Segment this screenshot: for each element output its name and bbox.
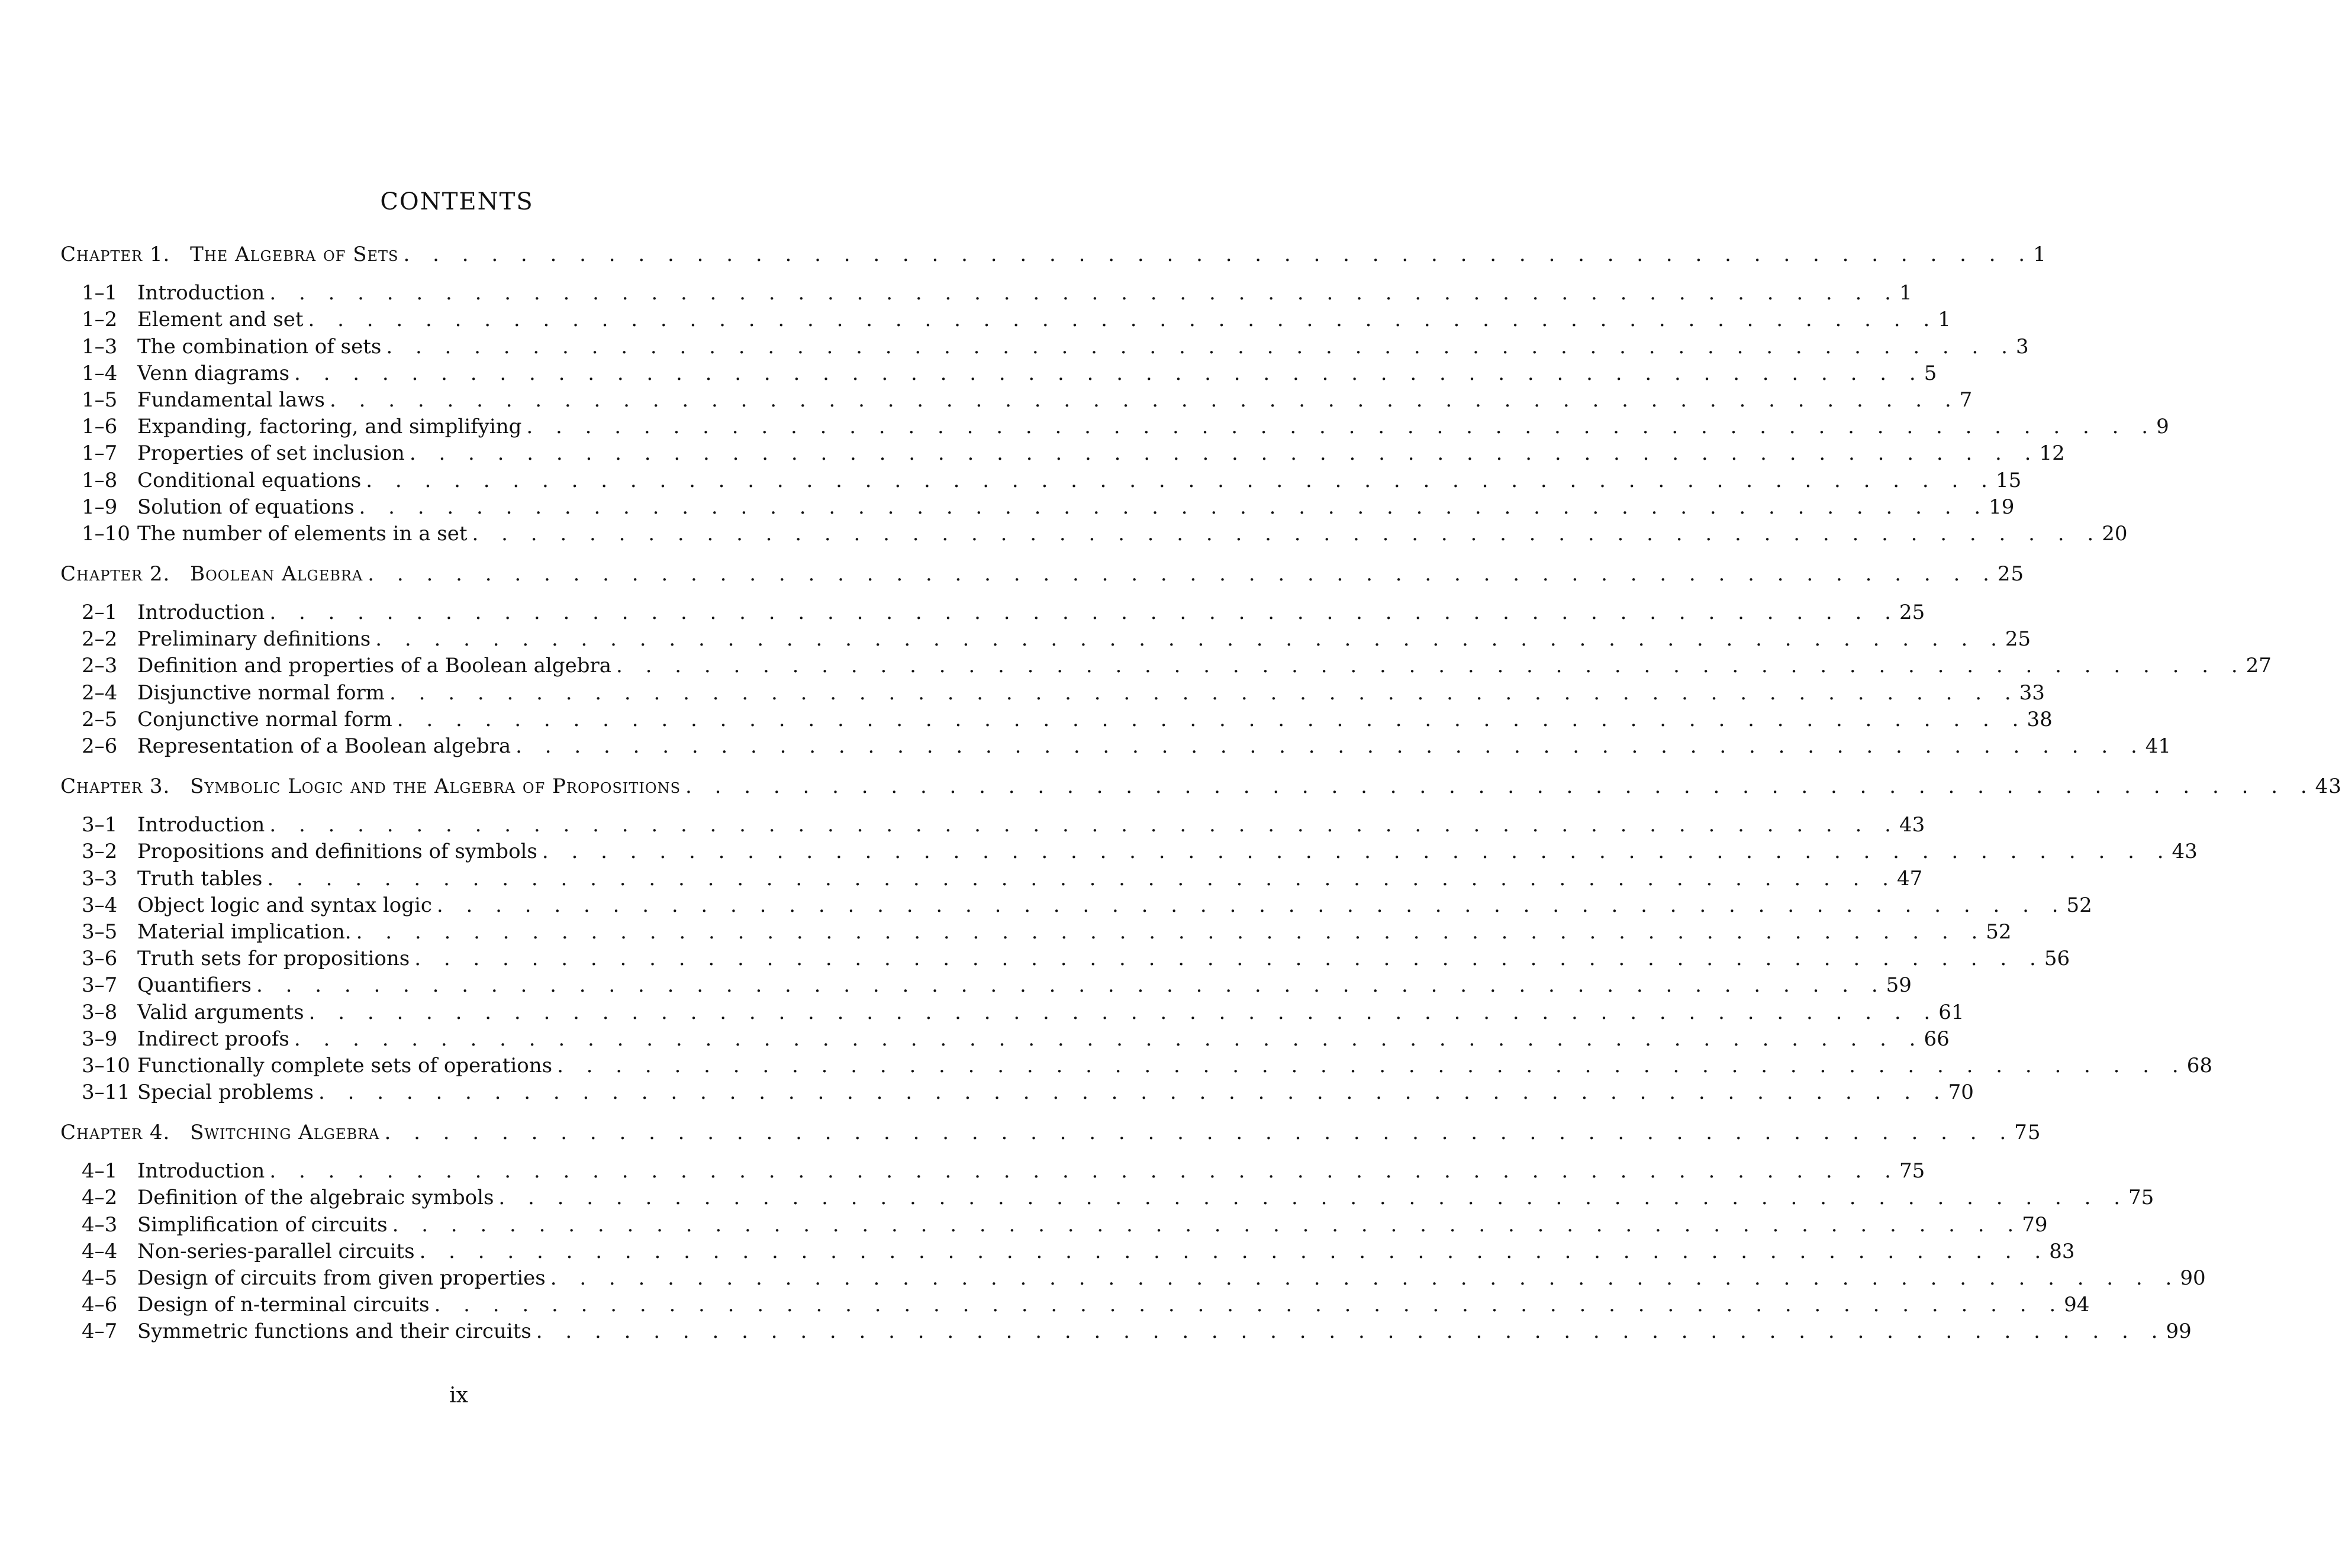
section-title: Valid arguments <box>137 1000 304 1024</box>
section-number: 1–6 <box>82 415 118 439</box>
section-page: 75 <box>1899 1159 1925 1183</box>
section-page: 79 <box>2022 1212 2048 1237</box>
section-entry[interactable] <box>60 278 1912 305</box>
dot-leader: . . . . . . . . . . . . . . . . . . . . . . . . . . . . . . . . . . . . . . . . . . . . . . . . . . . . . . . . <box>419 1239 2050 1263</box>
section-entry[interactable] <box>60 598 1925 625</box>
section-entry[interactable] <box>60 492 2015 519</box>
section-number: 2–6 <box>82 734 118 758</box>
section-title: Symmetric functions and their circuits <box>137 1319 531 1344</box>
section-list <box>60 810 2212 1105</box>
dot-leader: . . . . . . . . . . . . . . . . . . . . . . . . . . . . . . . . . . . . . . . . . . . . . . . . . . . . . . . . <box>434 1293 2064 1317</box>
dot-leader: . . . . . . . . . . . . . . . . . . . . . . . . . . . . . . . . . . . . . . . . . . . . . . . . . . . . . . . . <box>269 281 1899 305</box>
section-title: Non-series-parallel circuits <box>137 1239 415 1263</box>
section-entry[interactable] <box>60 651 2272 678</box>
chapter-page: 75 <box>2014 1121 2041 1145</box>
section-entry[interactable] <box>60 810 1925 837</box>
section-entry[interactable] <box>60 1183 2154 1210</box>
contents-page <box>60 188 2342 1348</box>
section-page: 33 <box>2019 680 2045 705</box>
section-title: Material implication. <box>137 919 352 944</box>
section-page: 61 <box>1938 1000 1964 1024</box>
dot-leader: . . . . . . . . . . . . . . . . . . . . . . . . . . . . . . . . . . . . . . . . . . . . . . . . . . . . . . . . <box>389 680 2019 705</box>
section-page: 41 <box>2145 734 2172 758</box>
section-number: 3–3 <box>82 866 118 891</box>
dot-leader: . . . . . . . . . . . . . . . . . . . . . . . . . . . . . . . . . . . . . . . . . . . . . . . . . . . . . . . . <box>294 1027 1924 1051</box>
section-number: 1–8 <box>82 468 118 492</box>
section-page: 38 <box>2027 707 2053 731</box>
section-number: 2–5 <box>82 707 118 731</box>
section-title: Truth tables <box>137 866 263 891</box>
section-title: Conjunctive normal form <box>137 707 392 731</box>
section-title: Object logic and syntax logic <box>137 893 432 917</box>
section-page: 90 <box>2180 1266 2206 1290</box>
section-list <box>60 278 2169 546</box>
section-page: 52 <box>1986 919 2012 944</box>
section-entry[interactable] <box>60 465 2022 492</box>
section-number: 1–10 <box>82 521 130 546</box>
dot-leader: . . . . . . . . . . . . . . . . . . . . . . . . . . . . . . . . . . . . . . . . . . . . . . . . . . . . . . . . <box>526 415 2157 439</box>
section-entry[interactable] <box>60 891 2092 917</box>
dot-leader: . . . . . . . . . . . . . . . . . . . . . . . . . . . . . . . . . . . . . . . . . . . . . . . . . . . . . . . . <box>356 919 1986 944</box>
dot-leader: . . . . . . . . . . . . . . . . . . . . . . . . . . . . . . . . . . . . . . . . . . . . . . . . . . . . . . . . <box>269 813 1899 837</box>
section-number: 3–8 <box>82 1000 118 1024</box>
section-page: 1 <box>1938 308 1951 332</box>
chapter-page: 25 <box>1997 562 2025 586</box>
chapter-label: Chapter 3. <box>60 775 170 798</box>
chapter-title: Boolean Algebra <box>190 562 363 586</box>
section-entry[interactable] <box>60 705 2053 731</box>
section-entry[interactable] <box>60 438 2065 466</box>
section-number: 3–10 <box>82 1053 130 1077</box>
section-title: Introduction <box>137 601 265 625</box>
section-list <box>60 1156 2206 1344</box>
section-number: 4–5 <box>82 1266 118 1290</box>
section-number: 4–2 <box>82 1186 118 1210</box>
dot-leader: . . . . . . . . . . . . . . . . . . . . . . . . . . . . . . . . . . . . . . . . . . . . . . . . . . . . . . . . <box>550 1266 2180 1290</box>
dot-leader: . . . . . . . . . . . . . . . . . . . . . . . . . . . . . . . . . . . . . . . . . . . . . . . . . . . . . . . . <box>414 947 2044 971</box>
section-page: 20 <box>2102 521 2128 546</box>
section-page: 99 <box>2166 1319 2192 1344</box>
section-number: 4–3 <box>82 1212 118 1237</box>
dot-leader: . . . . . . . . . . . . . . . . . . . . . . . . . . . . . . . . . . . . . . . . . . . . . . . . . . . . . . . . <box>616 654 2246 678</box>
dot-leader: . . . . . . . . . . . . . . . . . . . . . . . . . . . . . . . . . . . . . . . . . . . . . . . . . . . . . . . . <box>269 601 1899 625</box>
section-entry[interactable] <box>60 1024 1950 1051</box>
page-number: ix <box>449 1383 468 1408</box>
section-title: Expanding, factoring, and simplifying <box>137 415 522 439</box>
chapter-heading[interactable] <box>60 239 2047 266</box>
section-page: 47 <box>1897 866 1923 891</box>
section-entry[interactable] <box>60 1290 2090 1317</box>
dot-leader: . . . . . . . . . . . . . . . . . . . . . . . . . . . . . . . . . . . . . . . . . . . . . . . . . . . . . . . . <box>384 1121 2015 1145</box>
section-title: Definition and properties of a Boolean algebra <box>137 654 611 678</box>
section-title: Special problems <box>137 1080 314 1105</box>
section-title: Properties of set inclusion <box>137 441 405 466</box>
chapter-label: Chapter 4. <box>60 1121 170 1145</box>
section-title: Quantifiers <box>137 973 252 998</box>
section-title: Element and set <box>137 308 304 332</box>
section-title: Indirect proofs <box>137 1027 289 1051</box>
chapter-heading[interactable] <box>60 559 2025 586</box>
chapter-page: 1 <box>2033 243 2047 266</box>
dot-leader: . . . . . . . . . . . . . . . . . . . . . . . . . . . . . . . . . . . . . . . . . . . . . . . . . . . . . . . . <box>330 388 1960 412</box>
section-title: The combination of sets <box>137 334 382 359</box>
section-title: Venn diagrams <box>137 361 290 385</box>
section-entry[interactable] <box>60 970 1912 998</box>
section-entry[interactable] <box>60 359 1937 385</box>
section-number: 3–6 <box>82 947 118 971</box>
chapter-title: The Algebra of Sets <box>190 243 399 266</box>
chapter-label: Chapter 2. <box>60 562 170 586</box>
section-title: Introduction <box>137 281 265 305</box>
dot-leader: . . . . . . . . . . . . . . . . . . . . . . . . . . . . . . . . . . . . . . . . . . . . . . . . . . . . . . . . <box>318 1080 1948 1105</box>
section-entry[interactable] <box>60 997 1964 1024</box>
section-page: 1 <box>1899 281 1912 305</box>
dot-leader: . . . . . . . . . . . . . . . . . . . . . . . . . . . . . . . . . . . . . . . . . . . . . . . . . . . . . . . . <box>397 707 2027 731</box>
chapter-title: Switching Algebra <box>190 1121 380 1145</box>
section-number: 3–5 <box>82 919 118 944</box>
section-entry[interactable] <box>60 412 2169 439</box>
section-page: 9 <box>2156 415 2169 439</box>
section-entry[interactable] <box>60 1156 1925 1183</box>
section-page: 27 <box>2246 654 2272 678</box>
section-number: 1–7 <box>82 441 118 466</box>
section-list <box>60 598 2272 758</box>
section-entry[interactable] <box>60 385 1973 412</box>
dot-leader: . . . . . . . . . . . . . . . . . . . . . . . . . . . . . . . . . . . . . . . . . . . . . . . . . . . . . . . . <box>269 1159 1899 1183</box>
section-title: Simplification of circuits <box>137 1212 388 1237</box>
section-number: 1–3 <box>82 334 118 359</box>
dot-leader: . . . . . . . . . . . . . . . . . . . . . . . . . . . . . . . . . . . . . . . . . . . . . . . . . . . . . . . . <box>366 468 1996 492</box>
chapter-title: Symbolic Logic and the Algebra of Propositions <box>190 775 681 798</box>
section-title: Design of n-terminal circuits <box>137 1293 430 1317</box>
section-title: Solution of equations <box>137 495 355 519</box>
section-entry[interactable] <box>60 519 2128 546</box>
dot-leader: . . . . . . . . . . . . . . . . . . . . . . . . . . . . . . . . . . . . . . . . . . . . . . . . . . . . . . . . <box>557 1053 2187 1077</box>
dot-leader: . . . . . . . . . . . . . . . . . . . . . . . . . . . . . . . . . . . . . . . . . . . . . . . . . . . . . . . . <box>436 893 2067 917</box>
dot-leader: . . . . . . . . . . . . . . . . . . . . . . . . . . . . . . . . . . . . . . . . . . . . . . . . . . . . . . . . <box>359 495 1989 519</box>
dot-leader: . . . . . . . . . . . . . . . . . . . . . . . . . . . . . . . . . . . . . . . . . . . . . . . . . . . . . . . . <box>375 627 2005 651</box>
dot-leader: . . . . . . . . . . . . . . . . . . . . . . . . . . . . . . . . . . . . . . . . . . . . . . . . . . . . . . . . <box>498 1186 2129 1210</box>
section-entry[interactable] <box>60 944 2070 971</box>
section-number: 1–2 <box>82 308 118 332</box>
section-title: Definition of the algebraic symbols <box>137 1186 494 1210</box>
section-entry[interactable] <box>60 1237 2075 1263</box>
section-page: 75 <box>2128 1186 2154 1210</box>
dot-leader: . . . . . . . . . . . . . . . . . . . . . . . . . . . . . . . . . . . . . . . . . . . . . . . . . . . . . . . . <box>403 243 2034 266</box>
section-number: 2–2 <box>82 627 118 651</box>
section-page: 56 <box>2044 947 2070 971</box>
section-number: 1–5 <box>82 388 118 412</box>
chapter-heading[interactable] <box>60 1117 2041 1145</box>
section-page: 59 <box>1886 973 1912 998</box>
dot-leader: . . . . . . . . . . . . . . . . . . . . . . . . . . . . . . . . . . . . . . . . . . . . . . . . . . . . . . . . <box>308 308 1938 332</box>
section-number: 4–1 <box>82 1159 118 1183</box>
section-number: 4–4 <box>82 1239 118 1263</box>
section-title: The number of elements in a set <box>137 521 468 546</box>
chapter-label: Chapter 1. <box>60 243 170 266</box>
section-entry[interactable] <box>60 917 2012 944</box>
dot-leader: . . . . . . . . . . . . . . . . . . . . . . . . . . . . . . . . . . . . . . . . . . . . . . . . . . . . . . . . <box>256 973 1886 998</box>
section-entry[interactable] <box>60 863 1923 891</box>
table-of-contents <box>60 239 2342 1344</box>
dot-leader: . . . . . . . . . . . . . . . . . . . . . . . . . . . . . . . . . . . . . . . . . . . . . . . . . . . . . . . . <box>409 441 2040 466</box>
section-number: 1–4 <box>82 361 118 385</box>
section-entry[interactable] <box>60 731 2172 758</box>
section-page: 5 <box>1924 361 1937 385</box>
section-entry[interactable] <box>60 1317 2192 1344</box>
section-page: 12 <box>2039 441 2065 466</box>
section-number: 3–7 <box>82 973 118 998</box>
section-title: Fundamental laws <box>137 388 325 412</box>
section-title: Introduction <box>137 1159 265 1183</box>
section-title: Functionally complete sets of operations <box>137 1053 553 1077</box>
dot-leader: . . . . . . . . . . . . . . . . . . . . . . . . . . . . . . . . . . . . . . . . . . . . . . . . . . . . . . . . <box>368 562 1998 586</box>
dot-leader: . . . . . . . . . . . . . . . . . . . . . . . . . . . . . . . . . . . . . . . . . . . . . . . . . . . . . . . . <box>392 1212 2022 1237</box>
section-number: 3–11 <box>82 1080 130 1105</box>
section-page: 66 <box>1924 1027 1950 1051</box>
section-title: Conditional equations <box>137 468 362 492</box>
section-page: 83 <box>2049 1239 2075 1263</box>
section-title: Disjunctive normal form <box>137 680 385 705</box>
section-page: 43 <box>2172 840 2198 864</box>
section-title: Design of circuits from given properties <box>137 1266 546 1290</box>
section-entry[interactable] <box>60 305 1951 332</box>
section-number: 4–7 <box>82 1319 118 1344</box>
section-number: 3–2 <box>82 840 118 864</box>
section-page: 68 <box>2186 1053 2212 1077</box>
dot-leader: . . . . . . . . . . . . . . . . . . . . . . . . . . . . . . . . . . . . . . . . . . . . . . . . . . . . . . . . <box>267 866 1897 891</box>
section-entry[interactable] <box>60 837 2198 864</box>
section-number: 4–6 <box>82 1293 118 1317</box>
section-entry[interactable] <box>60 1209 2048 1237</box>
section-page: 15 <box>1995 468 2022 492</box>
section-page: 19 <box>1989 495 2015 519</box>
dot-leader: . . . . . . . . . . . . . . . . . . . . . . . . . . . . . . . . . . . . . . . . . . . . . . . . . . . . . . . . <box>685 775 2315 798</box>
section-number: 2–4 <box>82 680 118 705</box>
section-page: 25 <box>1899 601 1925 625</box>
chapter-heading[interactable] <box>60 771 2342 798</box>
section-entry[interactable] <box>60 677 2045 705</box>
dot-leader: . . . . . . . . . . . . . . . . . . . . . . . . . . . . . . . . . . . . . . . . . . . . . . . . . . . . . . . . <box>386 334 2016 359</box>
dot-leader: . . . . . . . . . . . . . . . . . . . . . . . . . . . . . . . . . . . . . . . . . . . . . . . . . . . . . . . . <box>516 734 2146 758</box>
section-title: Truth sets for propositions <box>137 947 410 971</box>
section-number: 1–1 <box>82 281 118 305</box>
section-page: 3 <box>2015 334 2029 359</box>
section-title: Propositions and definitions of symbols <box>137 840 537 864</box>
section-entry[interactable] <box>60 331 2029 359</box>
section-entry[interactable] <box>60 1051 2212 1077</box>
section-entry[interactable] <box>60 1077 1974 1105</box>
section-number: 3–9 <box>82 1027 118 1051</box>
section-page: 7 <box>1959 388 1973 412</box>
section-page: 70 <box>1948 1080 1974 1105</box>
chapter-page: 43 <box>2315 775 2342 798</box>
section-number: 2–3 <box>82 654 118 678</box>
section-title: Introduction <box>137 813 265 837</box>
section-title: Preliminary definitions <box>137 627 371 651</box>
section-page: 94 <box>2064 1293 2090 1317</box>
section-number: 1–9 <box>82 495 118 519</box>
section-number: 3–1 <box>82 813 118 837</box>
section-page: 52 <box>2066 893 2092 917</box>
section-title: Representation of a Boolean algebra <box>137 734 511 758</box>
section-entry[interactable] <box>60 1263 2206 1290</box>
page-title: CONTENTS <box>380 188 534 215</box>
section-page: 43 <box>1899 813 1925 837</box>
section-page: 25 <box>2005 627 2031 651</box>
dot-leader: . . . . . . . . . . . . . . . . . . . . . . . . . . . . . . . . . . . . . . . . . . . . . . . . . . . . . . . . <box>294 361 1924 385</box>
dot-leader: . . . . . . . . . . . . . . . . . . . . . . . . . . . . . . . . . . . . . . . . . . . . . . . . . . . . . . . . <box>536 1319 2166 1344</box>
section-number: 3–4 <box>82 893 118 917</box>
dot-leader: . . . . . . . . . . . . . . . . . . . . . . . . . . . . . . . . . . . . . . . . . . . . . . . . . . . . . . . . <box>472 521 2102 546</box>
section-entry[interactable] <box>60 624 2031 651</box>
dot-leader: . . . . . . . . . . . . . . . . . . . . . . . . . . . . . . . . . . . . . . . . . . . . . . . . . . . . . . . . <box>308 1000 1939 1024</box>
dot-leader: . . . . . . . . . . . . . . . . . . . . . . . . . . . . . . . . . . . . . . . . . . . . . . . . . . . . . . . . <box>542 840 2172 864</box>
section-number: 2–1 <box>82 601 118 625</box>
